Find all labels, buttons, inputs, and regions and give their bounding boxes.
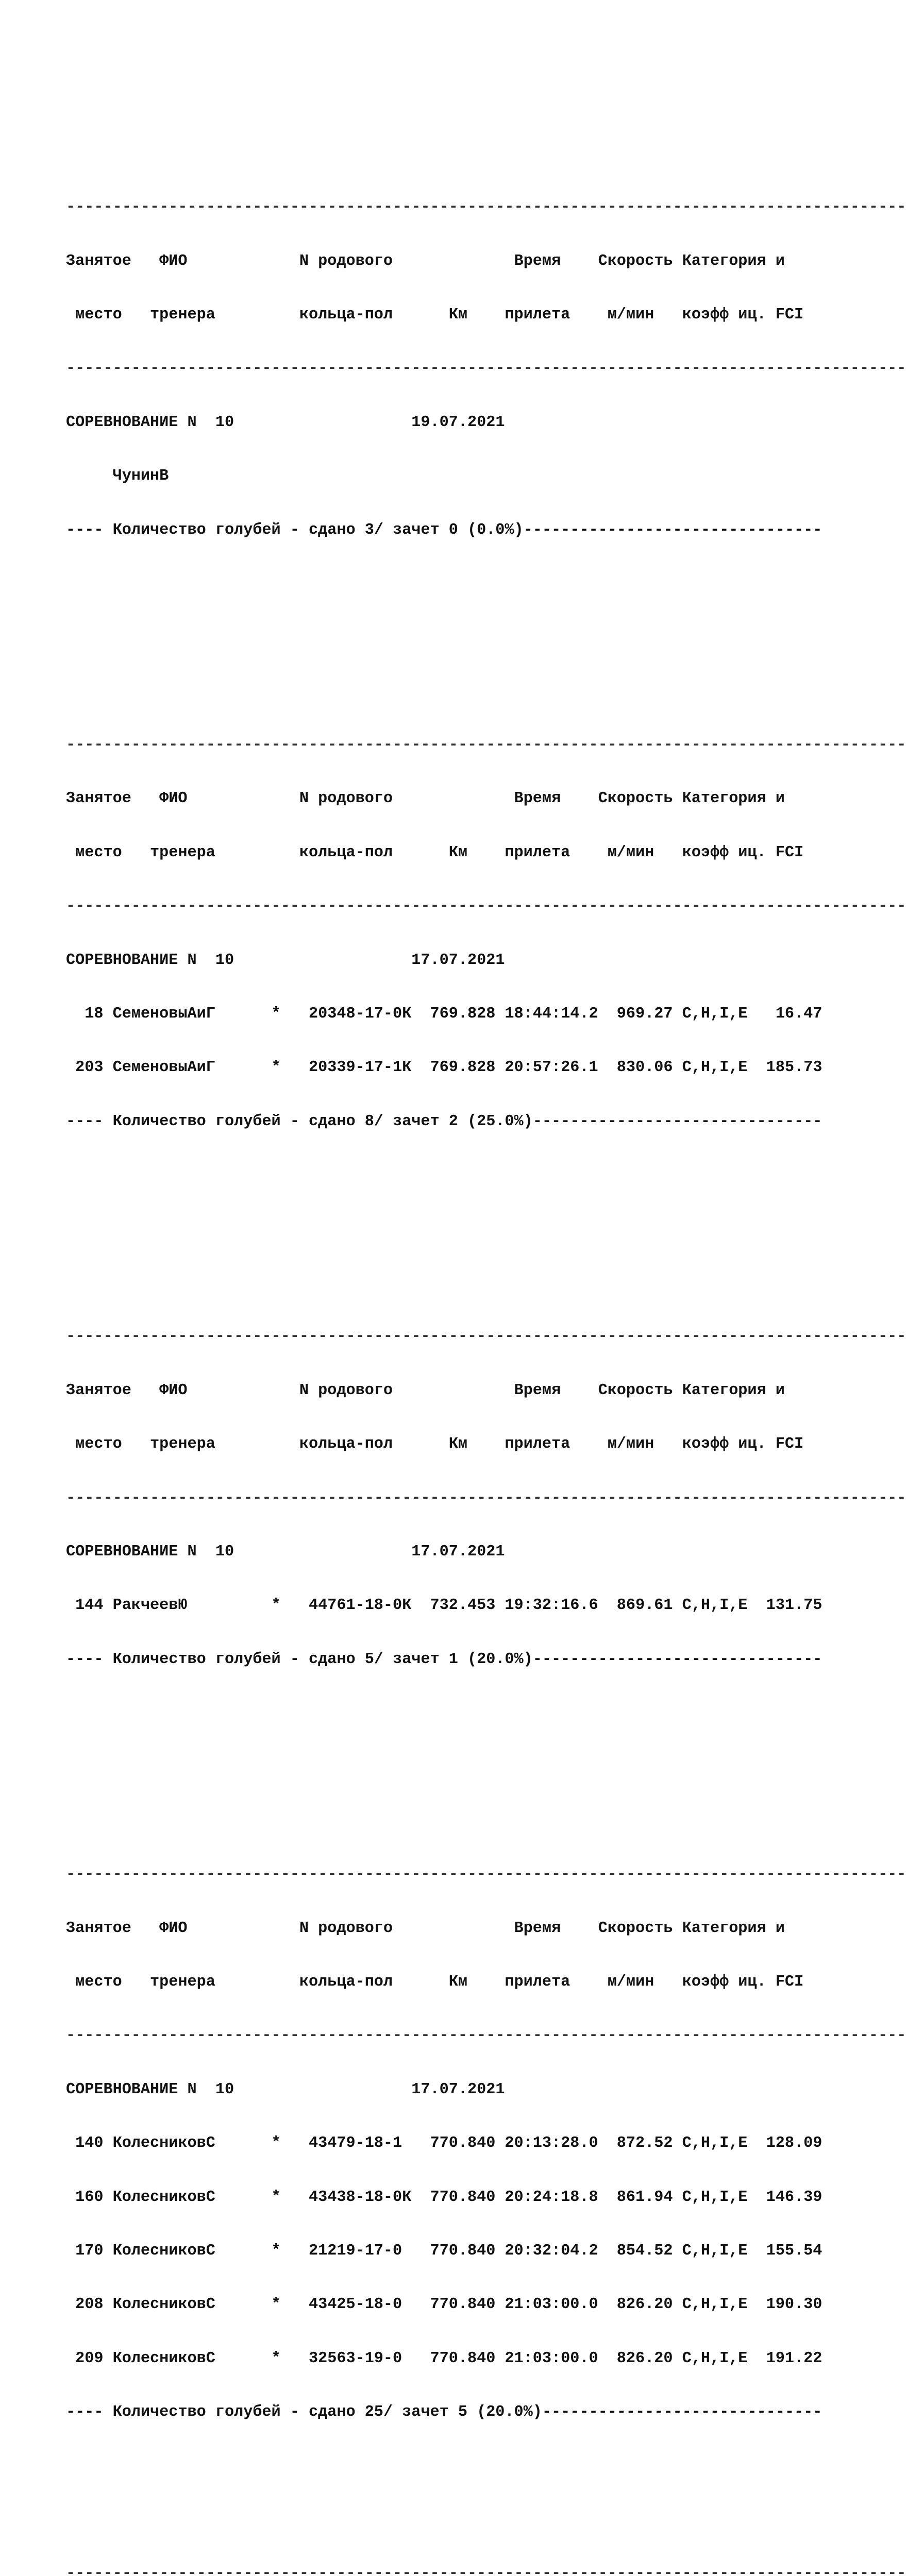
competition-date: 17.07.2021 (411, 2080, 505, 2098)
separator-line: ------------------------------------------------------------------------------------------ (66, 360, 906, 378)
result-row: 18 СеменовыАиГ * 20348-17-0К 769.828 18:44:14.2 969.27 C,H,I,E 16.47 (66, 1005, 823, 1023)
summary-line: ---- Количество голубей - сдано 8/ зачет 2 (25.0%)------------------------------- (66, 1112, 823, 1130)
competition-date: 17.07.2021 (411, 951, 505, 969)
competition-title-row (66, 1543, 906, 1561)
competition-label: СОРЕВНОВАНИЕ N 10 (66, 2080, 234, 2098)
summary-line: ---- Количество голубей - сдано 25/ зачет 5 (20.0%)------------------------------ (66, 2403, 823, 2421)
separator-line: ------------------------------------------------------------------------------------------ (66, 2565, 906, 2576)
owner-name: ЧунинВ (66, 467, 169, 485)
column-header-row-2: место тренера кольца-пол Км прилета м/мин коэфф иц. FCI (66, 306, 804, 324)
competition-label: СОРЕВНОВАНИЕ N 10 (66, 951, 234, 969)
separator-line: ------------------------------------------------------------------------------------------ (66, 1489, 906, 1507)
competition-title-row (66, 952, 906, 970)
separator-line: ------------------------------------------------------------------------------------------ (66, 1328, 906, 1346)
result-row: 203 СеменовыАиГ * 20339-17-1К 769.828 20:57:26.1 830.06 C,H,I,E 185.73 (66, 1059, 823, 1077)
report-document (66, 37, 906, 2576)
separator-line: ------------------------------------------------------------------------------------------ (66, 2027, 906, 2045)
competition-block (66, 2529, 906, 2576)
column-header-row-2: место тренера кольца-пол Км прилета м/мин коэфф иц. FCI (66, 1435, 804, 1453)
separator-line: ------------------------------------------------------------------------------------------ (66, 198, 906, 216)
result-row: 144 РакчеевЮ * 44761-18-0К 732.453 19:32:16.6 869.61 C,H,I,E 131.75 (66, 1597, 823, 1615)
competition-block (66, 1292, 906, 1758)
competition-block (66, 163, 906, 629)
competition-label: СОРЕВНОВАНИЕ N 10 (66, 413, 234, 431)
separator-line: ------------------------------------------------------------------------------------------ (66, 1866, 906, 1884)
competition-date: 17.07.2021 (411, 1543, 505, 1561)
result-row: 208 КолесниковС * 43425-18-0 770.840 21:03:00.0 826.20 C,H,I,E 190.30 (66, 2296, 823, 2314)
column-header-row-1: Занятое ФИО N родового Время Скорость Категория и (66, 252, 785, 270)
result-row: 170 КолесниковС * 21219-17-0 770.840 20:32:04.2 854.52 C,H,I,E 155.54 (66, 2242, 823, 2260)
competition-block (66, 1830, 906, 2458)
result-row: 140 КолесниковС * 43479-18-1 770.840 20:13:28.0 872.52 C,H,I,E 128.09 (66, 2134, 823, 2153)
summary-line: ---- Количество голубей - сдано 3/ зачет 0 (0.0%)-------------------------------- (66, 521, 823, 539)
result-row: 209 КолесниковС * 32563-19-0 770.840 21:03:00.0 826.20 C,H,I,E 191.22 (66, 2349, 823, 2367)
separator-line: ------------------------------------------------------------------------------------------ (66, 736, 906, 754)
result-row: 160 КолесниковС * 43438-18-0К 770.840 20:24:18.8 861.94 C,H,I,E 146.39 (66, 2188, 823, 2206)
competition-block (66, 700, 906, 1220)
column-header-row-2: место тренера кольца-пол Км прилета м/мин коэфф иц. FCI (66, 843, 804, 861)
separator-line: ------------------------------------------------------------------------------------------ (66, 897, 906, 916)
column-header-row-1: Занятое ФИО N родового Время Скорость Категория и (66, 790, 785, 808)
competition-title-row (66, 2081, 906, 2099)
competition-date: 19.07.2021 (411, 413, 505, 431)
column-header-row-2: место тренера кольца-пол Км прилета м/мин коэфф иц. FCI (66, 1973, 804, 1991)
column-header-row-1: Занятое ФИО N родового Время Скорость Категория и (66, 1919, 785, 1937)
competition-label: СОРЕВНОВАНИЕ N 10 (66, 1543, 234, 1561)
summary-line: ---- Количество голубей - сдано 5/ зачет 1 (20.0%)------------------------------- (66, 1650, 823, 1668)
column-header-row-1: Занятое ФИО N родового Время Скорость Категория и (66, 1381, 785, 1399)
competition-title-row (66, 414, 906, 432)
